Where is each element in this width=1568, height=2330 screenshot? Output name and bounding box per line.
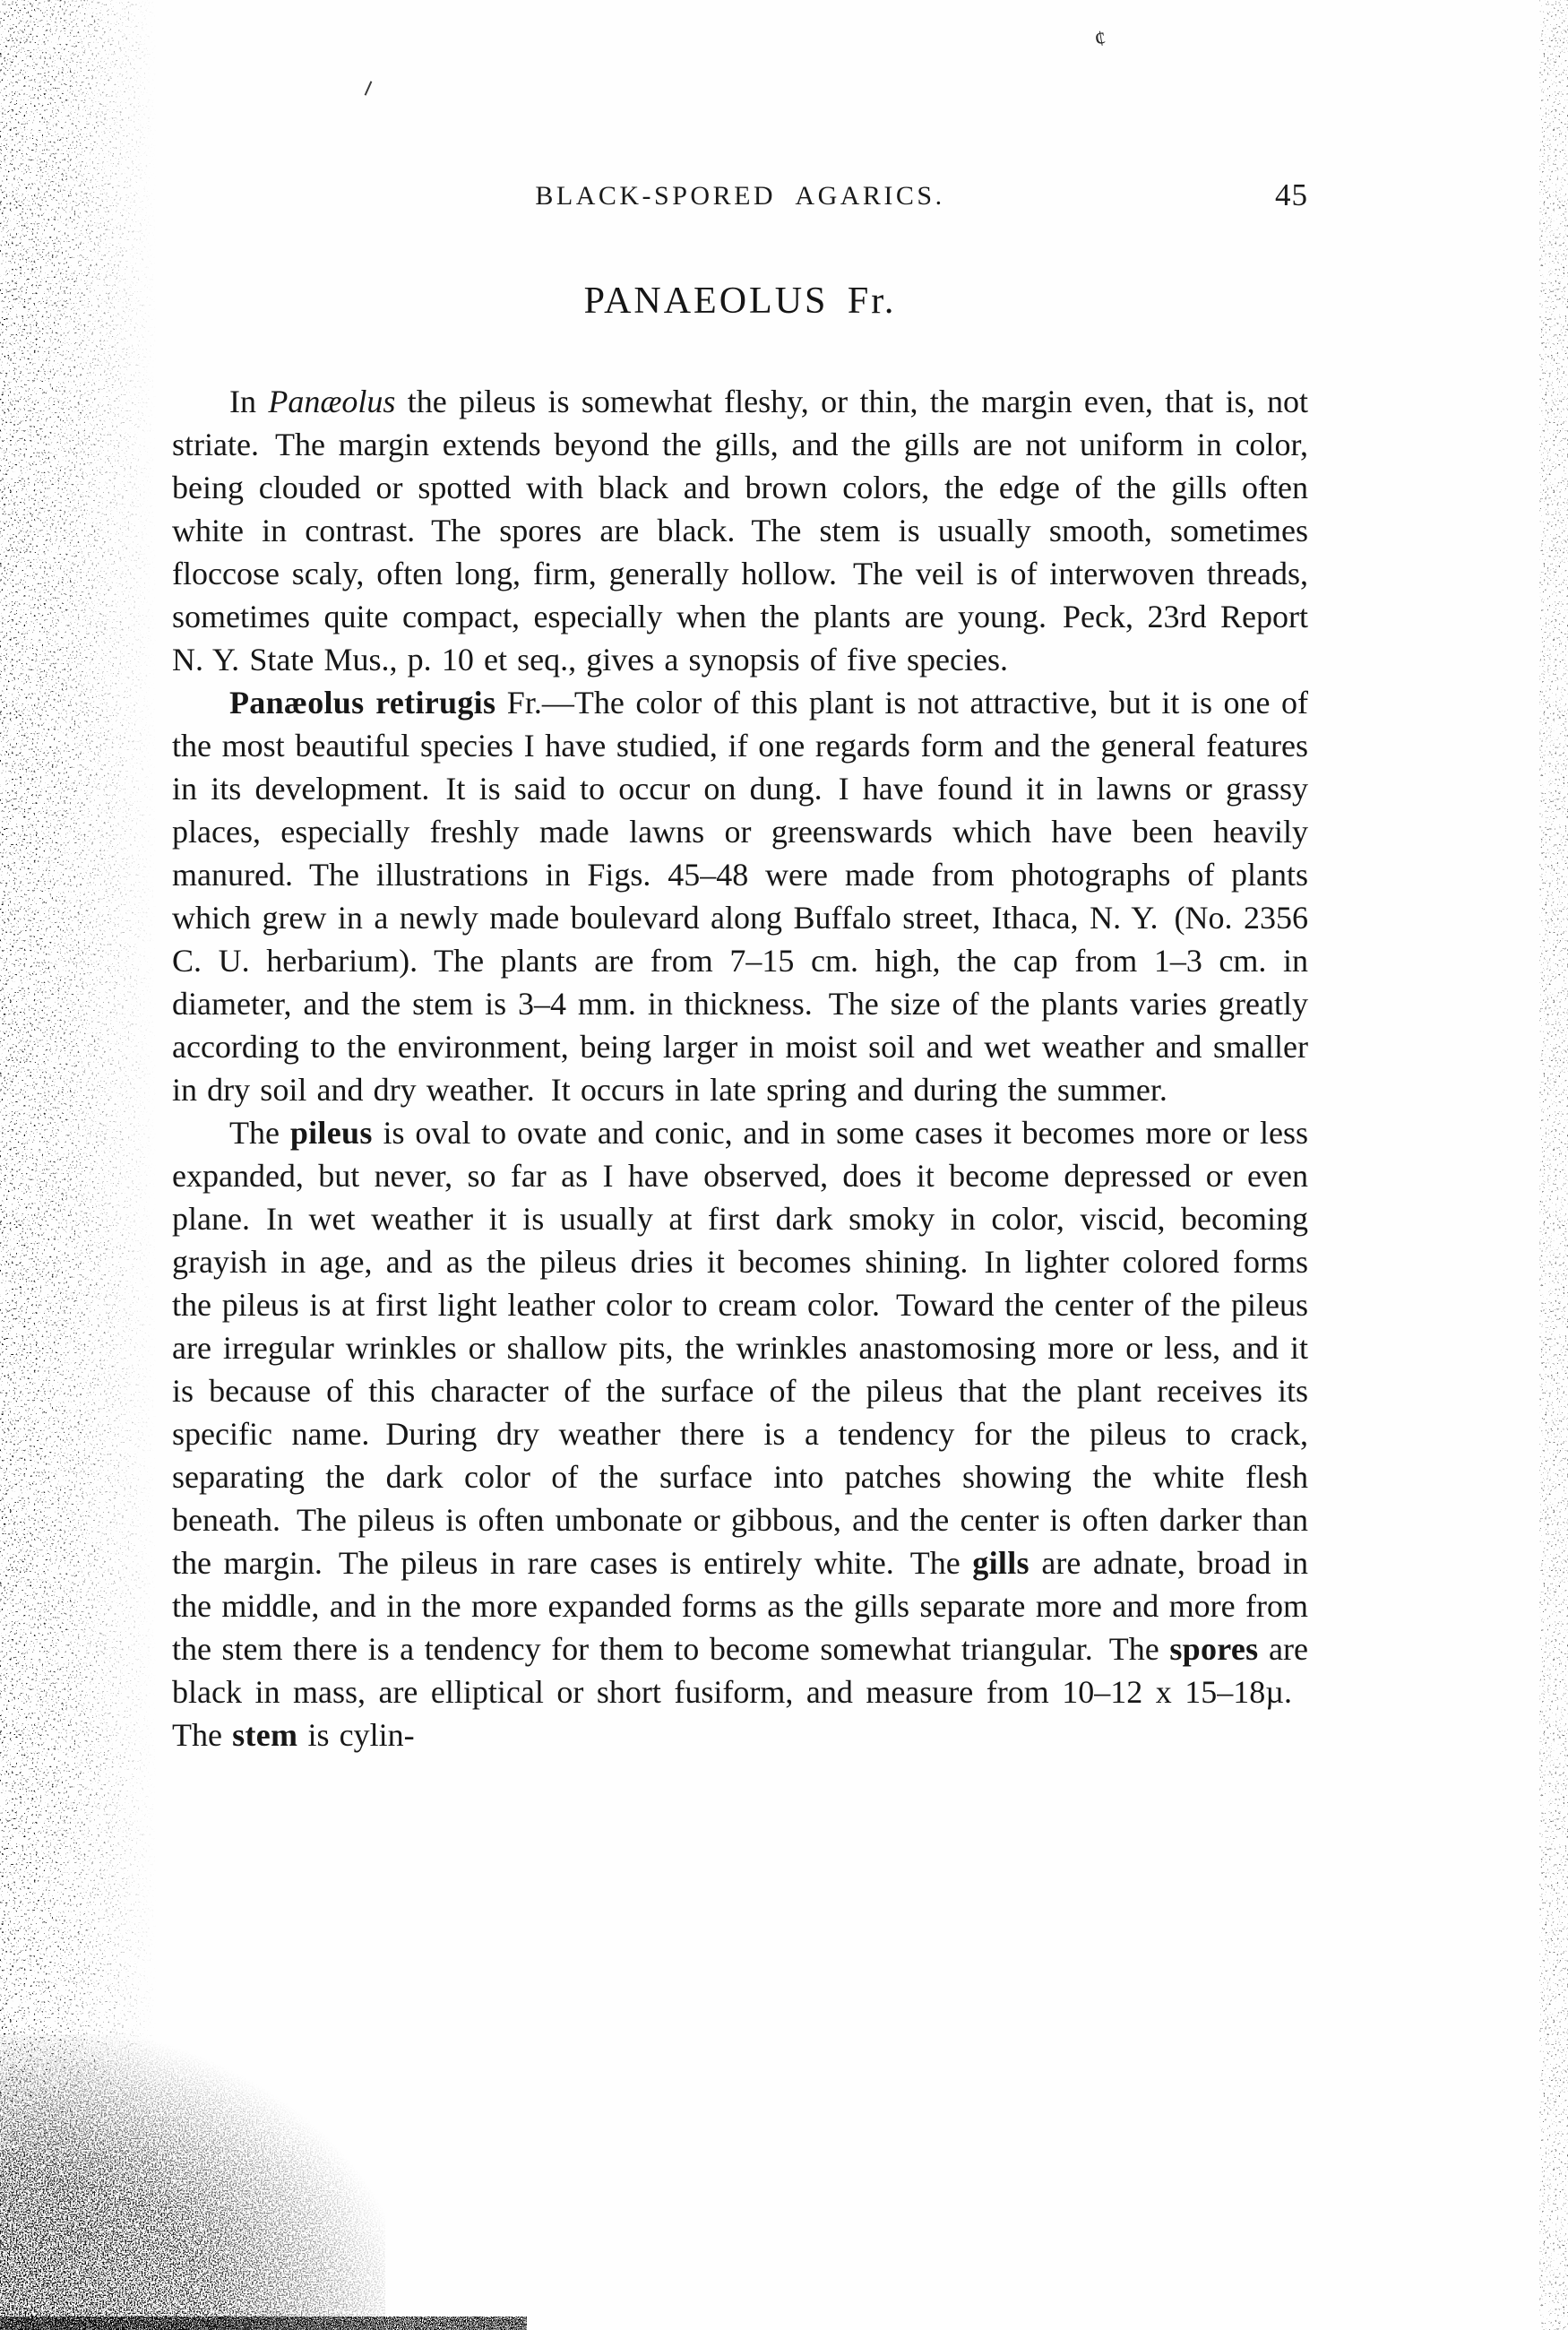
bold-term-spores: spores <box>1169 1631 1259 1667</box>
bold-species-name: Panæolus retirugis <box>229 685 496 721</box>
section-title: PANAEOLUS Fr. <box>583 280 897 322</box>
paragraph-lead: The <box>229 1115 290 1151</box>
paragraph-body: Fr.—The color of this plant is not attractive, but it is one of the most beautiful species I have studied, if one regards form and the general features in its development. It is said to occur on dung. I have found it in lawns or grassy places, especially freshly made lawns or greenswards which have been heavily manured. The illustrations in Figs. 45–48 were made from photographs of plants which grew in a newly made boulevard along Buffalo street, Ithaca, N. Y. (No. 2356 C. U. herbarium). The plants are from 7–15 cm. high, the cap from 1–3 cm. in diameter, and the stem is 3–4 mm. in thickness. The size of the plants varies greatly according to the environment, being larger in moist soil and wet weather and smaller in dry soil and dry weather. It occurs in late spring and during the summer. <box>172 685 1308 1108</box>
scan-smudge-mark: ¢ <box>1092 26 1108 52</box>
body-text <box>172 380 1308 1756</box>
bold-term-pileus: pileus <box>289 1115 373 1151</box>
paragraph-body: is cylin- <box>297 1717 415 1753</box>
paragraph-lead: In <box>229 384 269 419</box>
paragraph-genus-description <box>172 380 1308 681</box>
paragraph-body: are adnate, broad in the middle, and in the more expanded forms as the gills separate more and more from the stem there is a tendency for them to become somewhat triangular. The <box>172 1545 1308 1667</box>
running-title: BLACK-SPORED AGARICS. <box>535 181 945 211</box>
bold-term-stem: stem <box>232 1717 298 1753</box>
paragraph-morphology <box>172 1111 1308 1756</box>
scan-scratch-mark <box>365 81 373 95</box>
page-number: 45 <box>1275 177 1308 212</box>
page-header <box>172 177 1308 222</box>
paragraph-body: the pileus is somewhat fleshy, or thin, the margin even, that is, not striate. The margin extends beyond the gills, and the gills are not uniform in color, being clouded or spotted with black and brown colors, the edge of the gills often white in contrast. The spores are black. The stem is usually smooth, sometimes floccose scaly, often long, firm, generally hollow. The veil is of interwoven threads, sometimes quite compact, especially when the plants are young. Peck, 23rd Report N. Y. State Mus., p. 10 et seq., gives a synopsis of five species. <box>172 384 1308 677</box>
bold-term-gills: gills <box>972 1545 1030 1581</box>
italic-genus-name: Panæolus <box>268 384 396 419</box>
paragraph-body: is oval to ovate and conic, and in some cases it becomes more or less expanded, but never, so far as I have observed, does it become depressed or even plane. In wet weather it is usually at first dark smoky in color, viscid, becoming grayish in age, and as the pileus dries it becomes shining. In lighter colored forms the pileus is at first light leather color to cream color. Toward the center of the pileus are irregular wrinkles or shallow pits, the wrinkles anastomosing more or less, and it is because of this character of the surface of the pileus that the plant receives its specific name. During dry weather there is a tendency for the pileus to crack, separating the dark color of the surface into patches showing the white flesh beneath. The pileus is often umbonate or gibbous, and the center is often darker than the margin. The pileus in rare cases is entirely white. The <box>172 1115 1308 1581</box>
paragraph-body: are black in mass, are elliptical or short fusiform, and measure from 10–12 x 15–18µ. The <box>172 1631 1309 1753</box>
paragraph-species-description <box>172 681 1308 1111</box>
